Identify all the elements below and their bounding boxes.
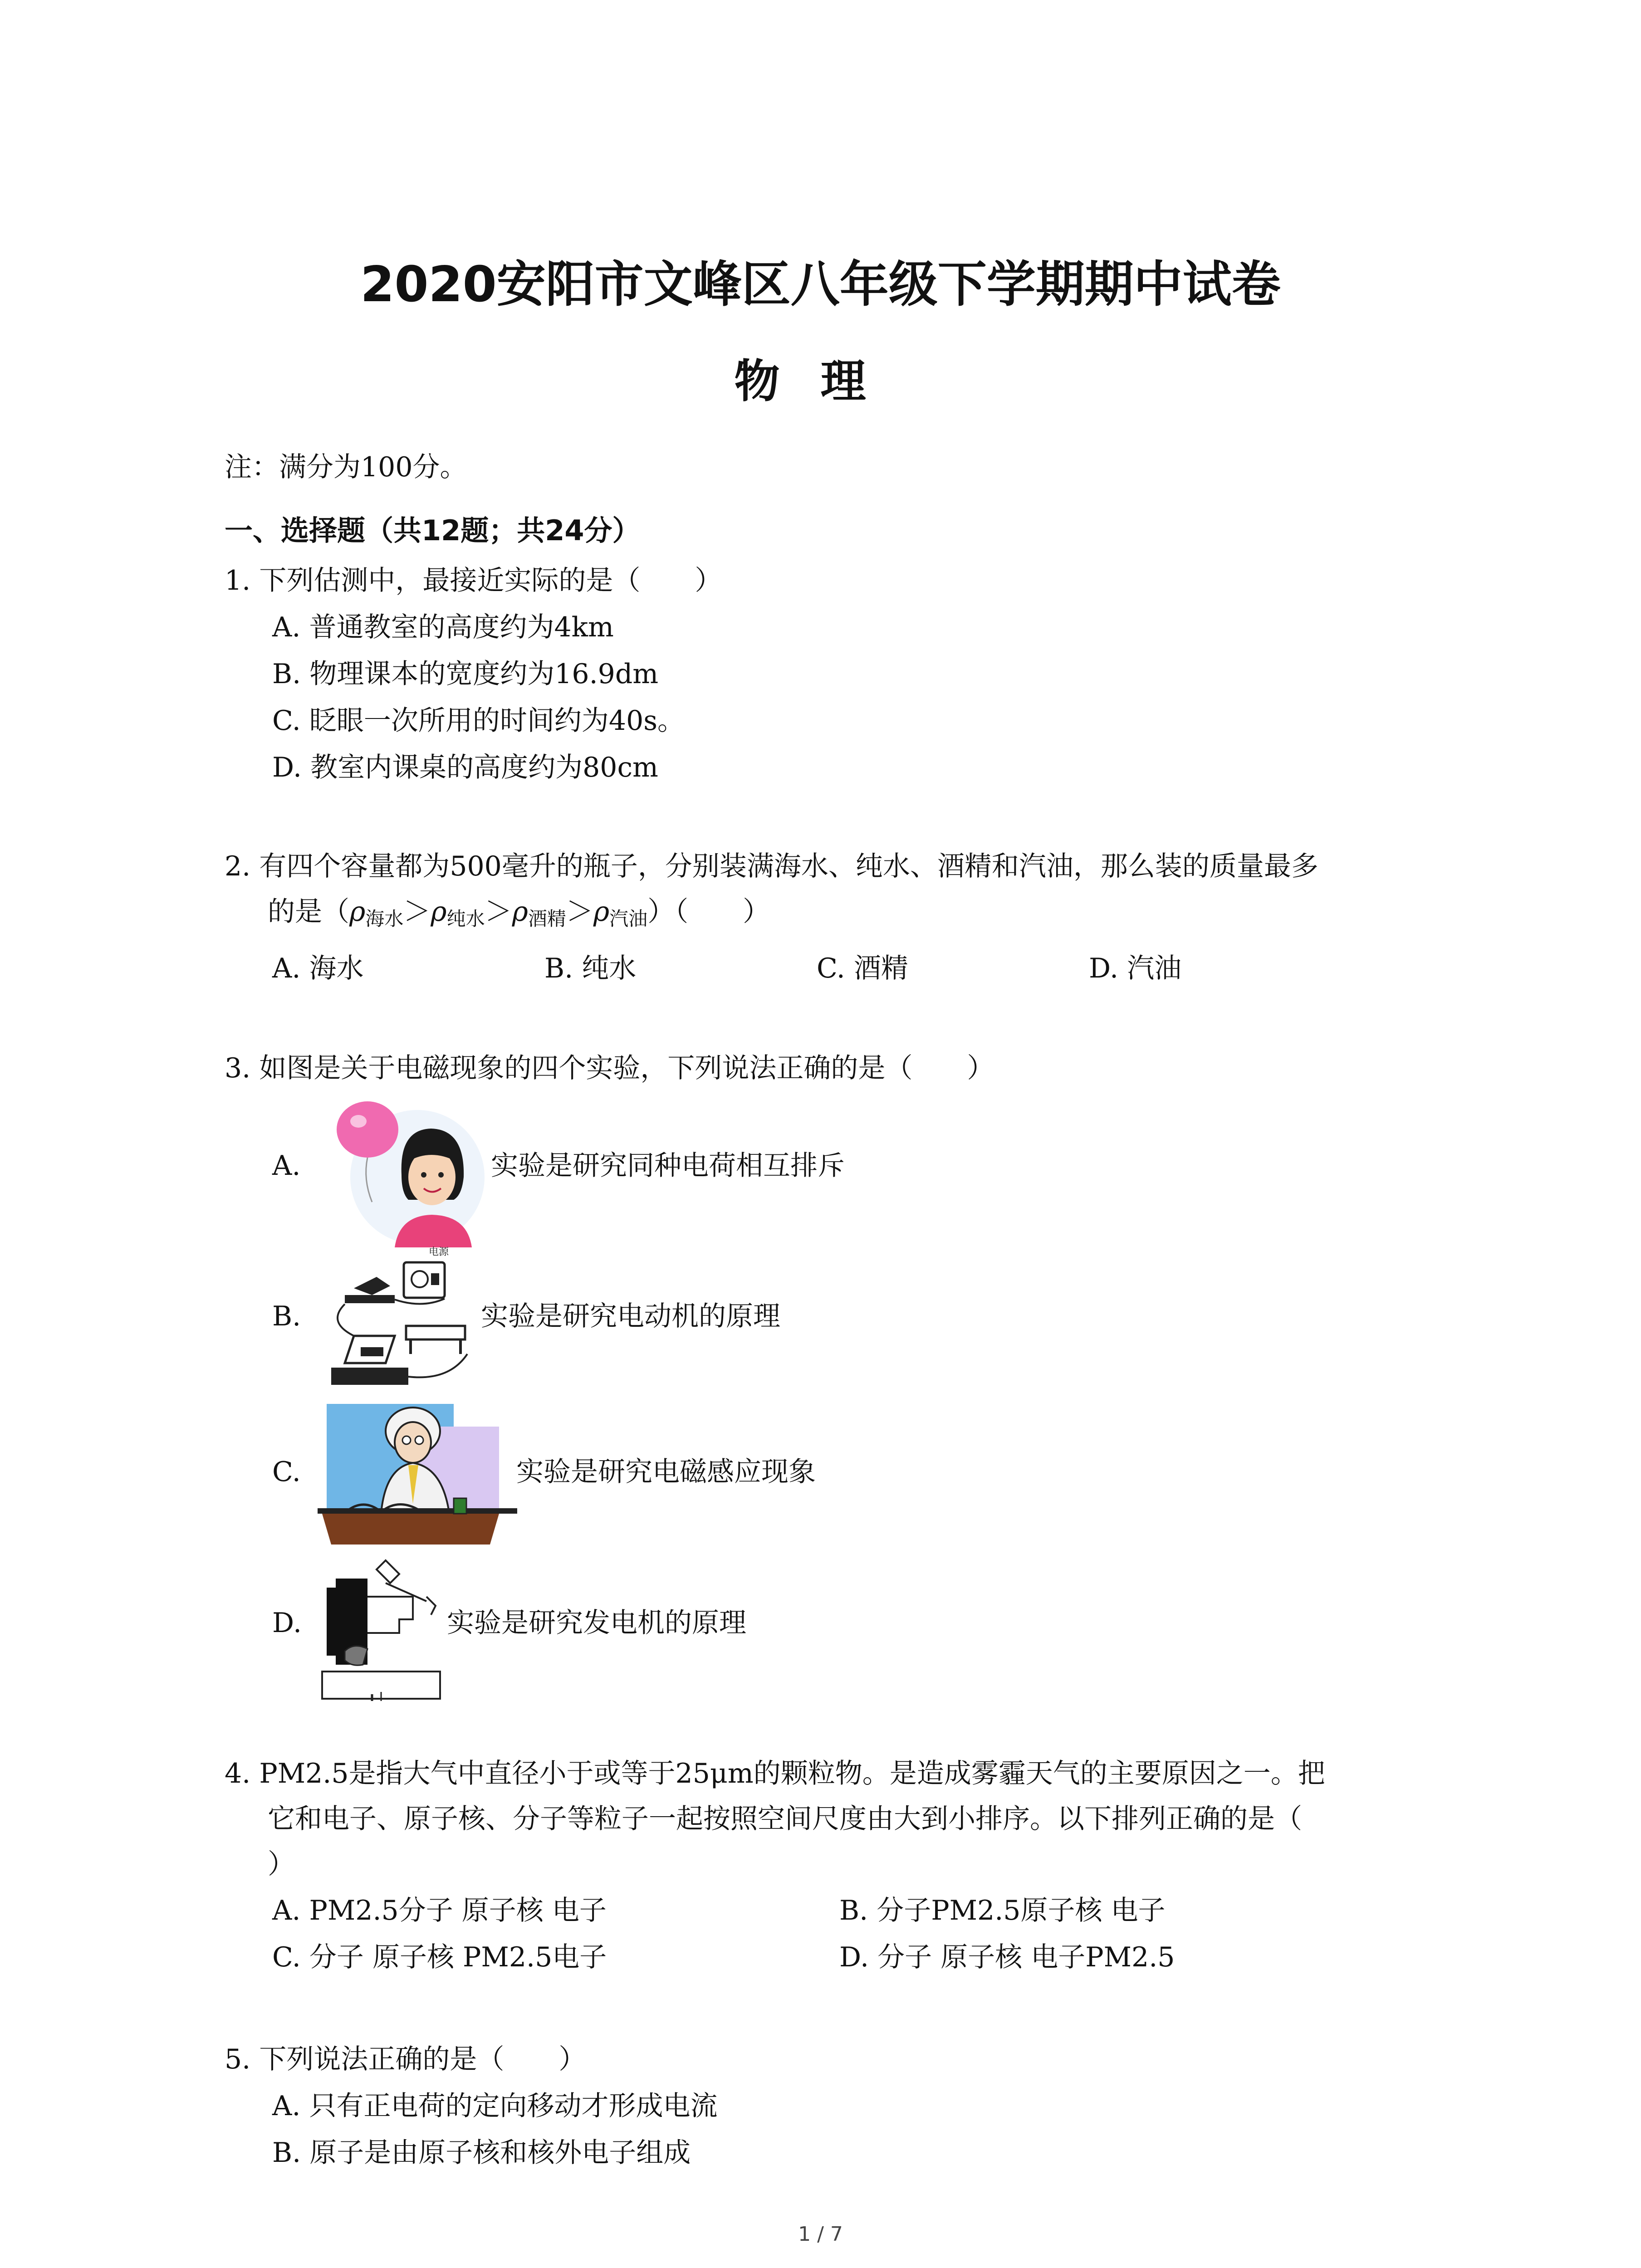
q5-option-a: A. 只有正电荷的定向移动才形成电流 [272,2090,718,2122]
q3-figure-b-motor-circuit [318,1245,485,1395]
q5-option-b: B. 原子是由原子核和核外电子组成 [272,2137,691,2169]
q3-figure-a-balloon-girl [318,1098,490,1247]
q2-option-c: C. 酒精 [817,953,908,984]
q2-option-b: B. 纯水 [544,953,637,984]
q1-option-d: D. 教室内课桌的高度约为80cm [272,752,658,783]
q3-figure-c-scientist-experiment [318,1399,517,1549]
q3-stem: 3. 如图是关于电磁现象的四个实验，下列说法正确的是（ ） [225,1052,994,1084]
q2-stem-line2: 的是$(\rho_{海水}>\rho_{纯水}>\rho_{酒精}>\rho_{汽油})$（ ） [268,896,770,930]
q4-stem-line3: ） [268,1848,295,1880]
q4-option-c: C. 分子 原子核 PM2.5电子 [272,1941,607,1973]
q3-option-d-text: 实验是研究发电机的原理 [447,1607,746,1639]
section-heading: 一、选择题（共12题；共24分） [225,514,641,547]
q4-option-b: B. 分子PM2.5原子核 电子 [839,1895,1166,1926]
q1-stem: 1. 下列估测中，最接近实际的是（ ） [225,565,722,596]
q3-figure-d-generator-circuit [318,1551,454,1701]
q2-option-a: A. 海水 [272,953,364,984]
q3-option-b-text: 实验是研究电动机的原理 [481,1300,780,1332]
q3-option-d-letter: D. [272,1607,302,1639]
q3-option-a-text: 实验是研究同种电荷相互排斥 [491,1150,845,1182]
q3-option-c-letter: C. [272,1456,301,1488]
score-note: 注：满分为100分。 [225,451,467,483]
q4-stem-line1: 4. PM2.5是指大气中直径小于或等于25μm的颗粒物。是造成雾霾天气的主要原因之一。把 [225,1758,1325,1789]
q4-option-a: A. PM2.5分子 原子核 电子 [272,1895,607,1926]
q4-option-d: D. 分子 原子核 电子PM2.5 [839,1941,1175,1973]
q2-option-d: D. 汽油 [1089,953,1182,984]
q3-option-c-text: 实验是研究电磁感应现象 [516,1456,816,1488]
page-number: 1 / 7 [798,2223,843,2246]
page-title: 2020安阳市文峰区八年级下学期期中试卷 [360,256,1281,313]
q5-stem: 5. 下列说法正确的是（ ） [225,2043,586,2075]
q3-option-a-letter: A. [272,1150,301,1182]
q3-option-b-letter: B. [272,1300,301,1332]
q3-figure-b-label: 电源 [429,1246,449,1258]
q1-option-c: C. 眨眼一次所用的时间约为40s。 [272,705,685,737]
q1-option-a: A. 普通教室的高度约为4km [272,611,614,643]
subject-title: 物理 [734,355,907,408]
q4-stem-line2: 它和电子、原子核、分子等粒子一起按照空间尺度由大到小排序。以下排列正确的是（ [268,1803,1302,1835]
q1-option-b: B. 物理课本的宽度约为16.9dm [272,658,659,690]
q2-stem-line1: 2. 有四个容量都为500毫升的瓶子，分别装满海水、纯水、酒精和汽油，那么装的质量最多 [225,850,1318,882]
